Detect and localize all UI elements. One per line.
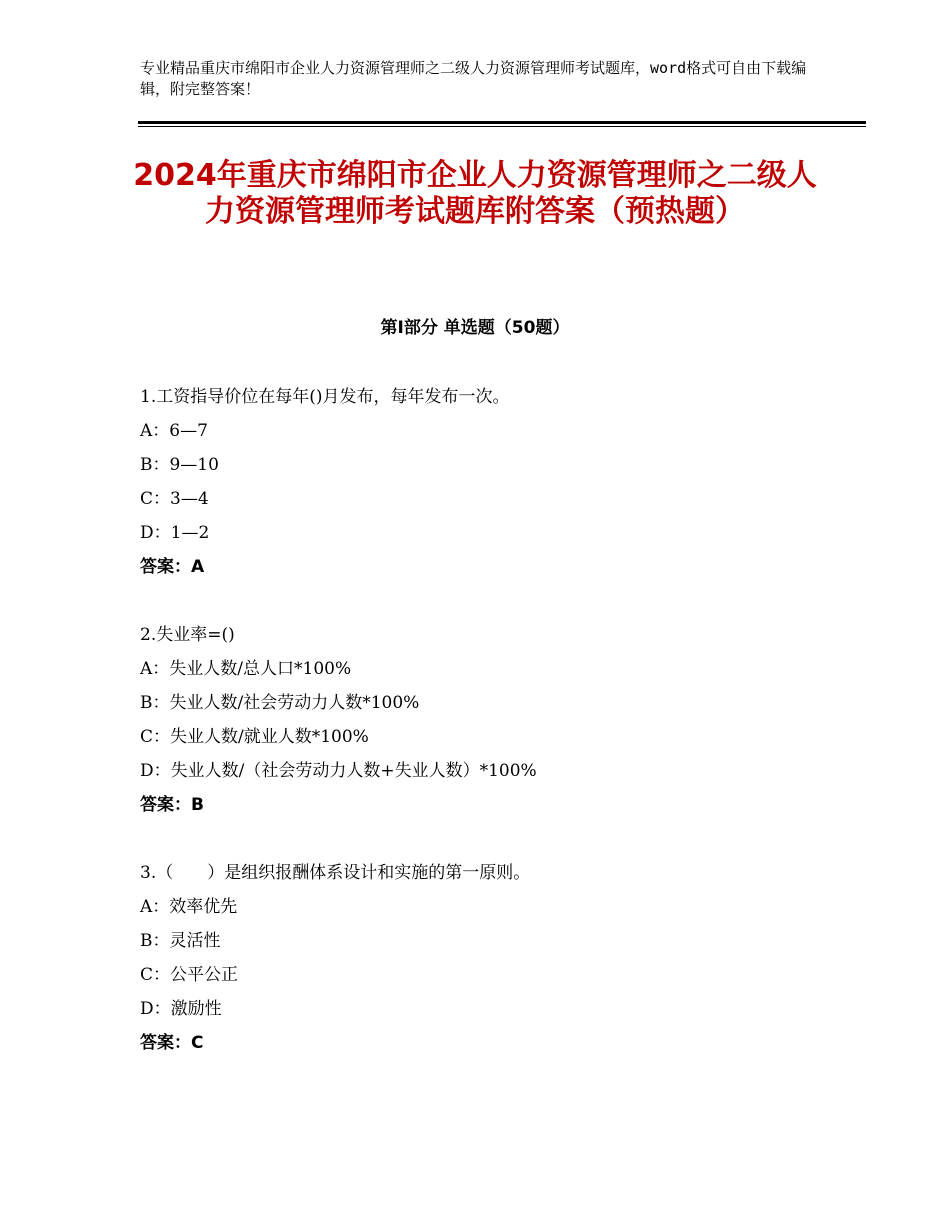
- question-option: B：9—10: [140, 455, 219, 475]
- question-stem: 2.失业率=(): [140, 625, 235, 645]
- header-note: 专业精品重庆市绵阳市企业人力资源管理师之二级人力资源管理师考试题库，word格式可自由下载编辑，附完整答案！: [140, 59, 807, 98]
- header-divider-thick: [138, 121, 866, 124]
- question-option: D：1—2: [140, 523, 210, 543]
- header-divider-thin: [138, 126, 866, 127]
- question-option: C：失业人数/就业人数*100%: [140, 727, 369, 747]
- question-option: B：灵活性: [140, 931, 221, 951]
- document-title: 2024年重庆市绵阳市企业人力资源管理师之二级人力资源管理师考试题库附答案（预热题）: [133, 158, 817, 229]
- question-option: C：公平公正: [140, 965, 239, 985]
- question-answer: 答案：A: [140, 557, 205, 577]
- question-option: D：失业人数/（社会劳动力人数+失业人数）*100%: [140, 761, 537, 781]
- question-answer: 答案：C: [140, 1033, 204, 1053]
- question-stem: 1.工资指导价位在每年()月发布，每年发布一次。: [140, 387, 510, 407]
- question-option: A：效率优先: [140, 897, 238, 917]
- question-answer: 答案：B: [140, 795, 204, 815]
- question-option: B：失业人数/社会劳动力人数*100%: [140, 693, 420, 713]
- question-stem: 3.（ ）是组织报酬体系设计和实施的第一原则。: [140, 863, 531, 883]
- question-item: [140, 618, 830, 822]
- question-option: C：3—4: [140, 489, 209, 509]
- question-list: [140, 380, 830, 1094]
- question-item: [140, 856, 830, 1060]
- question-option: A：6—7: [140, 421, 208, 441]
- question-option: A：失业人数/总人口*100%: [140, 659, 352, 679]
- section-heading: 第Ⅰ部分 单选题（50题）: [380, 318, 570, 338]
- question-item: [140, 380, 830, 584]
- question-option: D：激励性: [140, 999, 222, 1019]
